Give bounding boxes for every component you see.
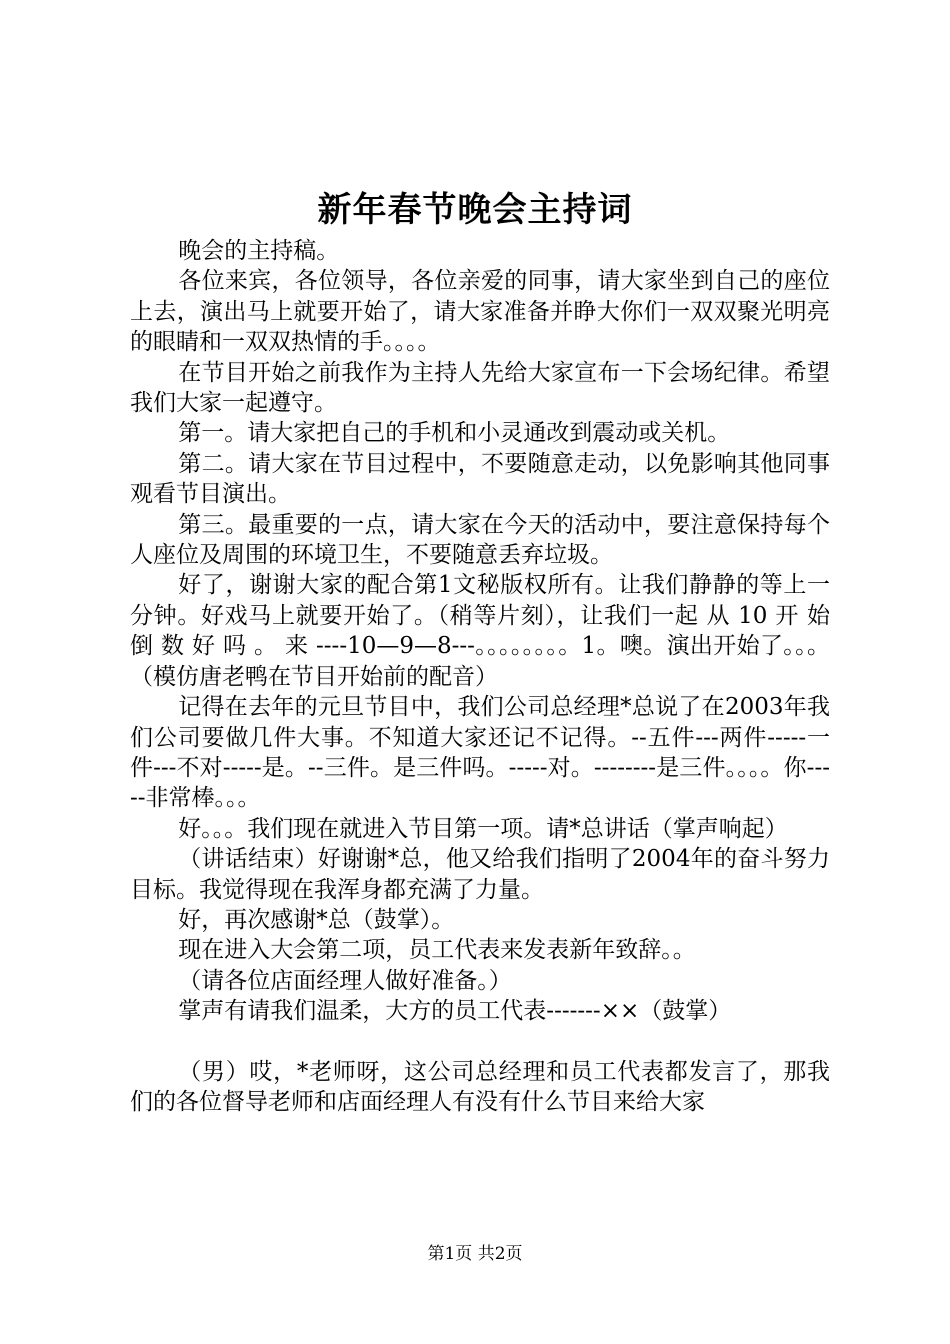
paragraph: 晚会的主持稿。 [178, 238, 340, 264]
paragraph: 在节目开始之前我作为主持人先给大家宣布一下会场纪律。希望我们大家一起遵守。 [130, 359, 830, 417]
paragraph: 第二。请大家在节目过程中，不要随意走动，以免影响其他同事观看节目演出。 [130, 450, 830, 508]
document-title: 新年春节晚会主持词 [317, 190, 633, 230]
paragraph: 现在进入大会第二项，员工代表来发表新年致辞。。 [178, 937, 696, 964]
paragraph: （男）哎，*老师呀，这公司总经理和员工代表都发言了，那我们的各位督导老师和店面经理人有没有什么节目来给大家 [130, 1058, 830, 1115]
paragraph: （请各位店面经理人做好准备。） [178, 967, 512, 994]
paragraph: 第一。请大家把自己的手机和小灵通改到震动或关机。 [178, 420, 731, 447]
page-footer: 第1页 共2页 [427, 1244, 523, 1264]
paragraph: 好。。。我们现在就进入节目第一项。请*总讲话（掌声响起） [178, 815, 788, 842]
document-body [130, 236, 830, 1117]
paragraph: （讲话结束）好谢谢*总，他又给我们指明了2004年的奋斗努力目标。我觉得现在我浑身都充满了力量。 [130, 846, 830, 903]
paragraph: 第三。最重要的一点，请大家在今天的活动中，要注意保持每个人座位及周围的环境卫生，不要随意丢弃垃圾。 [130, 511, 830, 569]
paragraph: 各位来宾，各位领导，各位亲爱的同事，请大家坐到自己的座位上去，演出马上就要开始了，请大家准备并睁大你们一双双聚光明亮的眼睛和一双双热情的手。。。。 [130, 268, 830, 356]
paragraph: 记得在去年的元旦节目中，我们公司总经理*总说了在2003年我们公司要做几件大事。不知道大家还记不记得。--五件---两件-----一件---不对-----是。--三件。是三件吗。-----对。--------是三件。。。。你-----非常棒。。。 [130, 694, 830, 812]
paragraph: 好了，谢谢大家的配合第1文秘版权所有。让我们静静的等上一分钟。好戏马上就要开始了。（稍等片刻），让我们一起 从 10 开 始 倒 数 好 吗 。 来 ----10—9—8---。。。。。。。。1。噢。演出开始了。。。（模仿唐老鸭在节目开始前的配音） [130, 572, 830, 690]
paragraph: 好，再次感谢*总（鼓掌）。 [178, 906, 455, 933]
paragraph: 掌声有请我们温柔，大方的员工代表-------××（鼓掌） [178, 998, 732, 1025]
